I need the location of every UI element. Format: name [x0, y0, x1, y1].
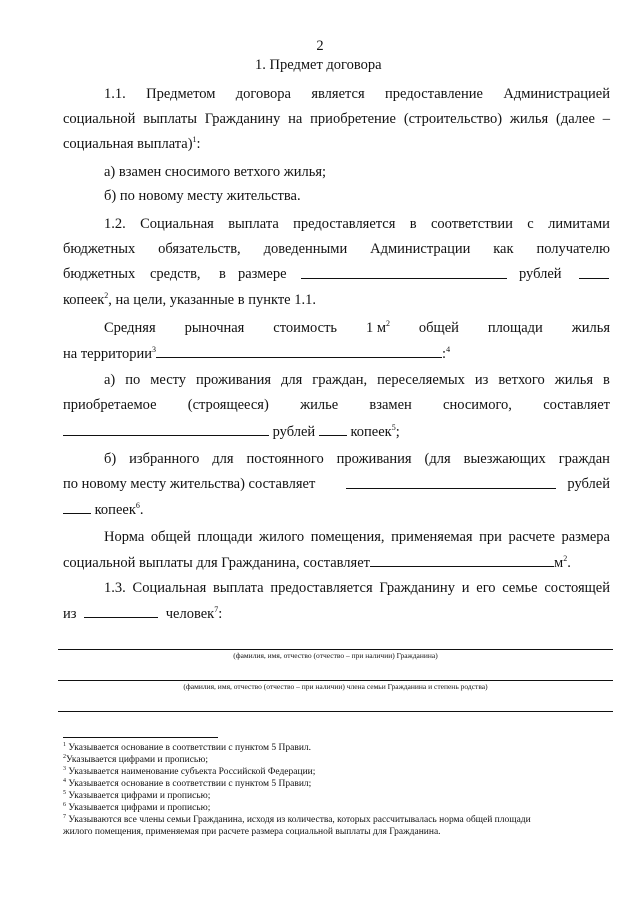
footnote-3: $^3$ Указывается наименование субъекта Российской Федерации; [63, 766, 316, 777]
sub-b-line2: по новому месту жительства) составляет рублей [63, 476, 610, 492]
footnote-separator [63, 737, 218, 738]
norm-blank[interactable] [370, 553, 554, 567]
item-a: а) взамен сносимого ветхого жилья; [104, 164, 327, 180]
sub-a-line1: а) по месту проживания для граждан, переселяемых из ветхого жилья в [104, 372, 610, 388]
market-line1: Средняя рыночная стоимость 1 $м^2$ общей площади жилья [104, 319, 610, 336]
p1-1-line1: 1.1. Предметом договора является предоставление Администрацией [104, 86, 610, 102]
norm-line1: Норма общей площади жилого помещения, применяемая при расчете размера [104, 529, 610, 545]
document-page: 2 1. Предмет договора 1.1. Предметом договора является предоставление Администрацией социальной выплаты Гражданину на приобретение (строительство) жилья (далее – социальная выплата)$^1$: а) взамен сносимого ветхого жилья; б) по новому месту жительства. 1.2. Социальная выплата предоставляется в соответствии с лимитами бюджетных обязательств, доведенными Администрации как получателю бюджетных средств, в размере рублей копеек$^2$, на цели, указанные в пункте 1.1. Средняя рыночная стоимость 1 $м^2$ общей площади жилья на территории$^3$ :$^4$ а) по месту проживания для граждан, переселяемых из ветхого жилья в приобретаемое (строящееся) жилье взамен сносимого, составляет рублей копеек$^5$; б) избранного для постоянного проживания (для выезжающих граждан по новому месту жительства) составляет рублей копеек$^6$. Норма общей площади жилого помещения, применяемая при расчете размера социальной выплаты для Гражданина, составляет $м^2$. 1.3. Социальная выплата предоставляется Гражданину и его семье состоящей из человек$^7$: (фамилия, имя, отчество (отчество – при наличии) Гражданина) (фамилия, имя, отчество (отчество – при наличии) члена семьи Гражданина и степень родства) $^1$ Указывается основание в соответствии с пунктом 5 Правил. $^2$Указывается цифрами и прописью; $^3$ Указывается наименование субъекта Российской Федерации; $^4$ Указывается основание в соответствии с пунктом 5 Правил; $^5$ Указывается цифрами и прописью; $^6$ Указывается цифрами и прописью; $^7$ Указываются все члены семьи Гражданина, исходя из количества, которых рассчитывалась норма общей площади жилого помещения, применяемая при расчете размера социальной выплаты для Гражданина. [0, 0, 640, 905]
extra-line[interactable] [58, 711, 613, 712]
amount-blank[interactable] [301, 265, 507, 279]
item-b: б) по новому месту жительства. [104, 188, 301, 204]
footnote-4: $^4$ Указывается основание в соответствии с пунктом 5 Правил; [63, 778, 312, 789]
citizen-name-line[interactable] [58, 649, 613, 650]
territory-blank[interactable] [156, 344, 442, 358]
footnote-6: $^6$ Указывается цифрами и прописью; [63, 802, 211, 813]
family-member-line[interactable] [58, 680, 613, 681]
sub-b-line1: б) избранного для постоянного проживания (для выезжающих граждан [104, 451, 610, 467]
footnote-7: $^7$ Указываются все члены семьи Гражданина, исходя из количества, которых рассчитывалась норма общей площади [63, 814, 531, 825]
sub-b-kopeck-blank[interactable] [63, 500, 91, 514]
p1-1-line2: социальной выплаты Гражданину на приобретение (строительство) жилья (далее – [63, 111, 610, 127]
p1-1-line3: социальная выплата)$^1$: [63, 135, 201, 152]
footnote-7-continued: жилого помещения, применяемая при расчете размера социальной выплаты для Гражданина. [63, 827, 441, 837]
sub-a-amount-blank[interactable] [63, 422, 269, 436]
p1-2-line2: бюджетных обязательств, доведенными Администрации как получателю [63, 241, 610, 257]
kopeck-blank[interactable] [579, 265, 609, 279]
norm-line2: социальной выплаты для Гражданина, составляет $м^2$. [63, 554, 571, 571]
sub-b-line3: копеек$^6$. [63, 500, 143, 519]
page-number: 2 [316, 38, 324, 54]
sub-a-line3: рублей копеек$^5$; [63, 422, 400, 441]
p1-2-line4: копеек$^2$, на цели, указанные в пункте 1.1. [63, 291, 316, 308]
family-count-blank[interactable] [84, 604, 158, 618]
market-line2: на территории$^3$ :$^4$ [63, 345, 451, 362]
citizen-name-caption: (фамилия, имя, отчество (отчество – при наличии) Гражданина) [233, 651, 438, 660]
footnote-1: $^1$ Указывается основание в соответствии с пунктом 5 Правил. [63, 742, 312, 753]
p1-2-line1: 1.2. Социальная выплата предоставляется в соответствии с лимитами [104, 216, 610, 232]
p1-3-line1: 1.3. Социальная выплата предоставляется Гражданину и его семье состоящей [104, 580, 610, 596]
footnote-5: $^5$ Указывается цифрами и прописью; [63, 790, 211, 801]
family-member-caption: (фамилия, имя, отчество (отчество – при наличии) члена семьи Гражданина и степень родства) [183, 682, 488, 691]
p1-3-line2: из человек$^7$: [63, 605, 223, 622]
sub-b-amount-blank[interactable] [346, 475, 556, 489]
section-title: 1. Предмет договора [255, 57, 382, 73]
sub-a-line2: приобретаемое (строящееся) жилье взамен сносимого, составляет [63, 397, 610, 413]
footnote-2: $^2$Указывается цифрами и прописью; [63, 754, 208, 765]
sub-a-kopeck-blank[interactable] [319, 422, 347, 436]
